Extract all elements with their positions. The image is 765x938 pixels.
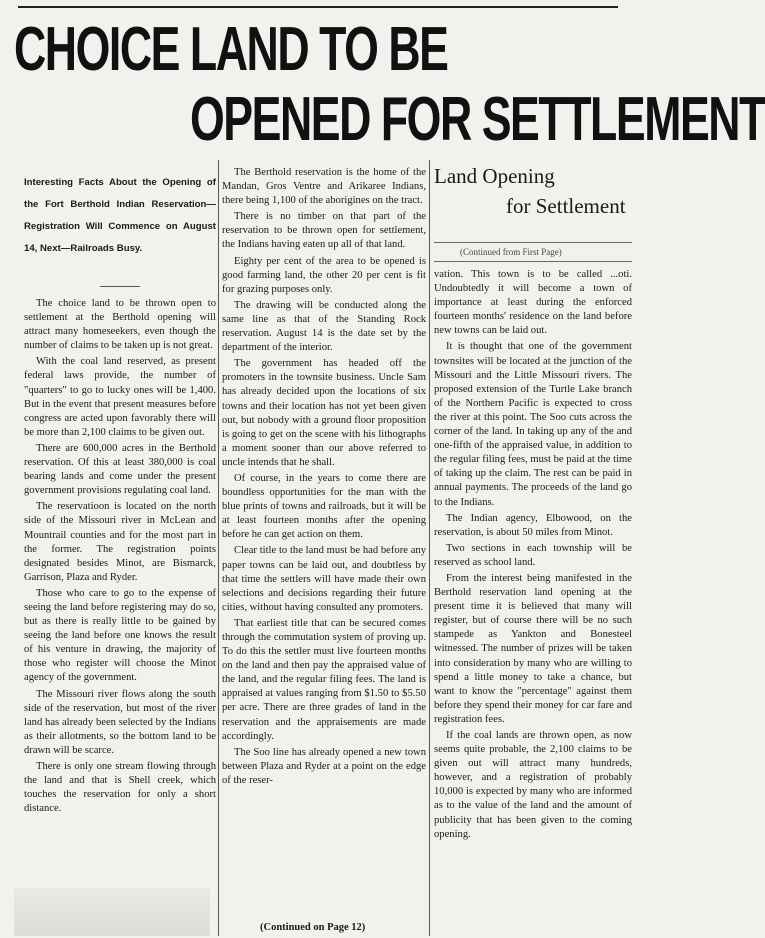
- paragraph: The Soo line has already opened a new town between Plaza and Ryder at a point on the edge of the reser-: [222, 746, 426, 786]
- paragraph: From the interest being manifested in the Berthold reservation land opening at the present time it is believed that many will register, but of course there will be no such stampede as Yankton and Bonesteel witnessed. The number of prizes will be taken into consideration by many who are willing to spend a little money to take a chance, but want to know the "percentage" against them before they spend their money for car fare and registration fees.: [434, 572, 632, 725]
- paragraph: Two sections in each township will be reserved as school land.: [434, 542, 632, 568]
- paragraph: The Berthold reservation is the home of the Mandan, Gros Ventre and Arikaree Indians, there being 1,100 of the aborigines on the tract.: [222, 167, 426, 207]
- paragraph: There are 600,000 acres in the Berthold reservation. Of this at least 380,000 is coal bearing lands and come under the present government provisions regulating coal land.: [24, 442, 216, 497]
- jump-title-line-2: for Settlement: [506, 194, 626, 218]
- paragraph: The reservatioon is located on the north side of the Missouri river in McLean and Mountrail counties and for the most part in the former. The registration points designated besides Minot, are Bismarck, Garrison, Plaza and Ryder.: [24, 501, 216, 583]
- paragraph: The Missouri river flows along the south side of the reservation, but most of the river land has already been selected by the Indians as their allotments, so the bottom land to be drawn will be scarce.: [24, 688, 216, 756]
- paragraph: Eighty per cent of the area to be opened is good farming land, the other 20 per cent is fit for grazing purposes only.: [222, 255, 426, 295]
- column-1: [24, 172, 216, 818]
- short-divider: [100, 286, 140, 287]
- paragraph: There is only one stream flowing through the land and that is Shell creek, which touches the reservation for only a short distance.: [24, 761, 216, 815]
- paragraph: There is no timber on that part of the reservation to be thrown open for settlement, the Indians having eaten up all of that land.: [222, 211, 426, 251]
- divider: [434, 261, 632, 262]
- headline: [0, 0, 765, 160]
- paragraph: The choice land to be thrown open to settlement at the Berthold opening will attract many homeseekers, even though the number of claims to be taken up is not great.: [24, 298, 216, 352]
- continued-from: (Continued from First Page): [460, 247, 562, 257]
- paragraph: That earliest title that can be secured comes through the commutation system of proving up. To do this the settler must live fourteen months on the land and then pay the appraised value of the land, and the regular filing fees. The land is appraised at values ranging from $1.50 to $5.50 per acre. There are three grades of land in the reservation and the appraisements are made accordingly.: [222, 617, 426, 742]
- paragraph: vation. This town is to be called ...oti. Undoubtedly it will become a town of importance at least during the enforced fourteen months' residence on the land before new towns can be laid out.: [434, 269, 632, 337]
- paragraph: If the coal lands are thrown open, as now seems quite probable, the 2,100 claims to be given out will attract many hundreds, however, and a registration of probably 10,000 is expected by many who are informed as to the value of the land and the amount of publicity that has been given to the coming opening.: [434, 730, 632, 840]
- headline-line-2: OPENED FOR SETTLEMENT: [190, 85, 765, 154]
- jump-title-line-1: Land Opening: [434, 164, 555, 188]
- paragraph: The drawing will be conducted along the same line as that of the Standing Rock reservation. August 14 is the date set by the department of the interior.: [222, 299, 426, 354]
- column-rule-1: [218, 160, 219, 936]
- continued-on-page: (Continued on Page 12): [260, 922, 366, 933]
- paragraph: Clear title to the land must be had before any paper towns can be laid out, and doubtless by that time the settlers will have made their own selections and decisions regarding their future cities, without having consulted any promoters.: [222, 545, 426, 613]
- paragraph: Of course, in the years to come there are boundless opportunities for the man with the blue prints of towns and railroads, but it will be at least fourteen months after the opening before he can get action on them.: [222, 472, 426, 541]
- paragraph: It is thought that one of the government townsites will be located at the junction of the Missouri and the Little Missouri rivers. The proposed extension of the Turtle Lake branch of the Northern Pacific is expected to cross the river at this point. The Soo cuts across the corner of the land. In taking up any of the and one-fifth of the appraised value, in addition to the regular filing fees, must be paid at the time of taking up the claim. The rest can be paid in annual payments. The proceeds of the land go to the Indians.: [434, 341, 632, 508]
- paragraph: With the coal land reserved, as present federal laws provide, the number of "quarters" to go to lucky ones will be 1,400. But in the event that present measures before congress are acted upon favorably there will be more than 2,100 claims to be given out.: [24, 356, 216, 438]
- paragraph: The Indian agency, Elbowood, on the reservation, is about 50 miles from Minot.: [434, 512, 632, 538]
- paragraph: The government has headed off the promoters in the townsite business. Uncle Sam has already decided upon the locations of six towns and their location has not yet been given out, but nobody with a ground floor proposition is going to get on the scene with his lithographs a moment sooner than our above referred to uncle intends that he shall.: [222, 358, 426, 468]
- column-rule-2: [429, 160, 430, 936]
- column-2: [222, 166, 426, 790]
- headline-line-1: CHOICE LAND TO BE: [14, 15, 448, 84]
- divider: [434, 242, 632, 243]
- column-3: [434, 268, 632, 844]
- article-subhead: Interesting Facts About the Opening of the Fort Berthold Indian Reservation—Registration Will Commence on August 14, Next—Railroads Busy.: [24, 177, 216, 254]
- scan-smudge: [14, 888, 210, 936]
- paragraph: Those who care to go to the expense of seeing the land before registering may do so, but as there is really little to be gained by seeing the land before one knows the result of his venture in drawing, the majority of those who register will choose the Minot agency of the government.: [24, 587, 216, 684]
